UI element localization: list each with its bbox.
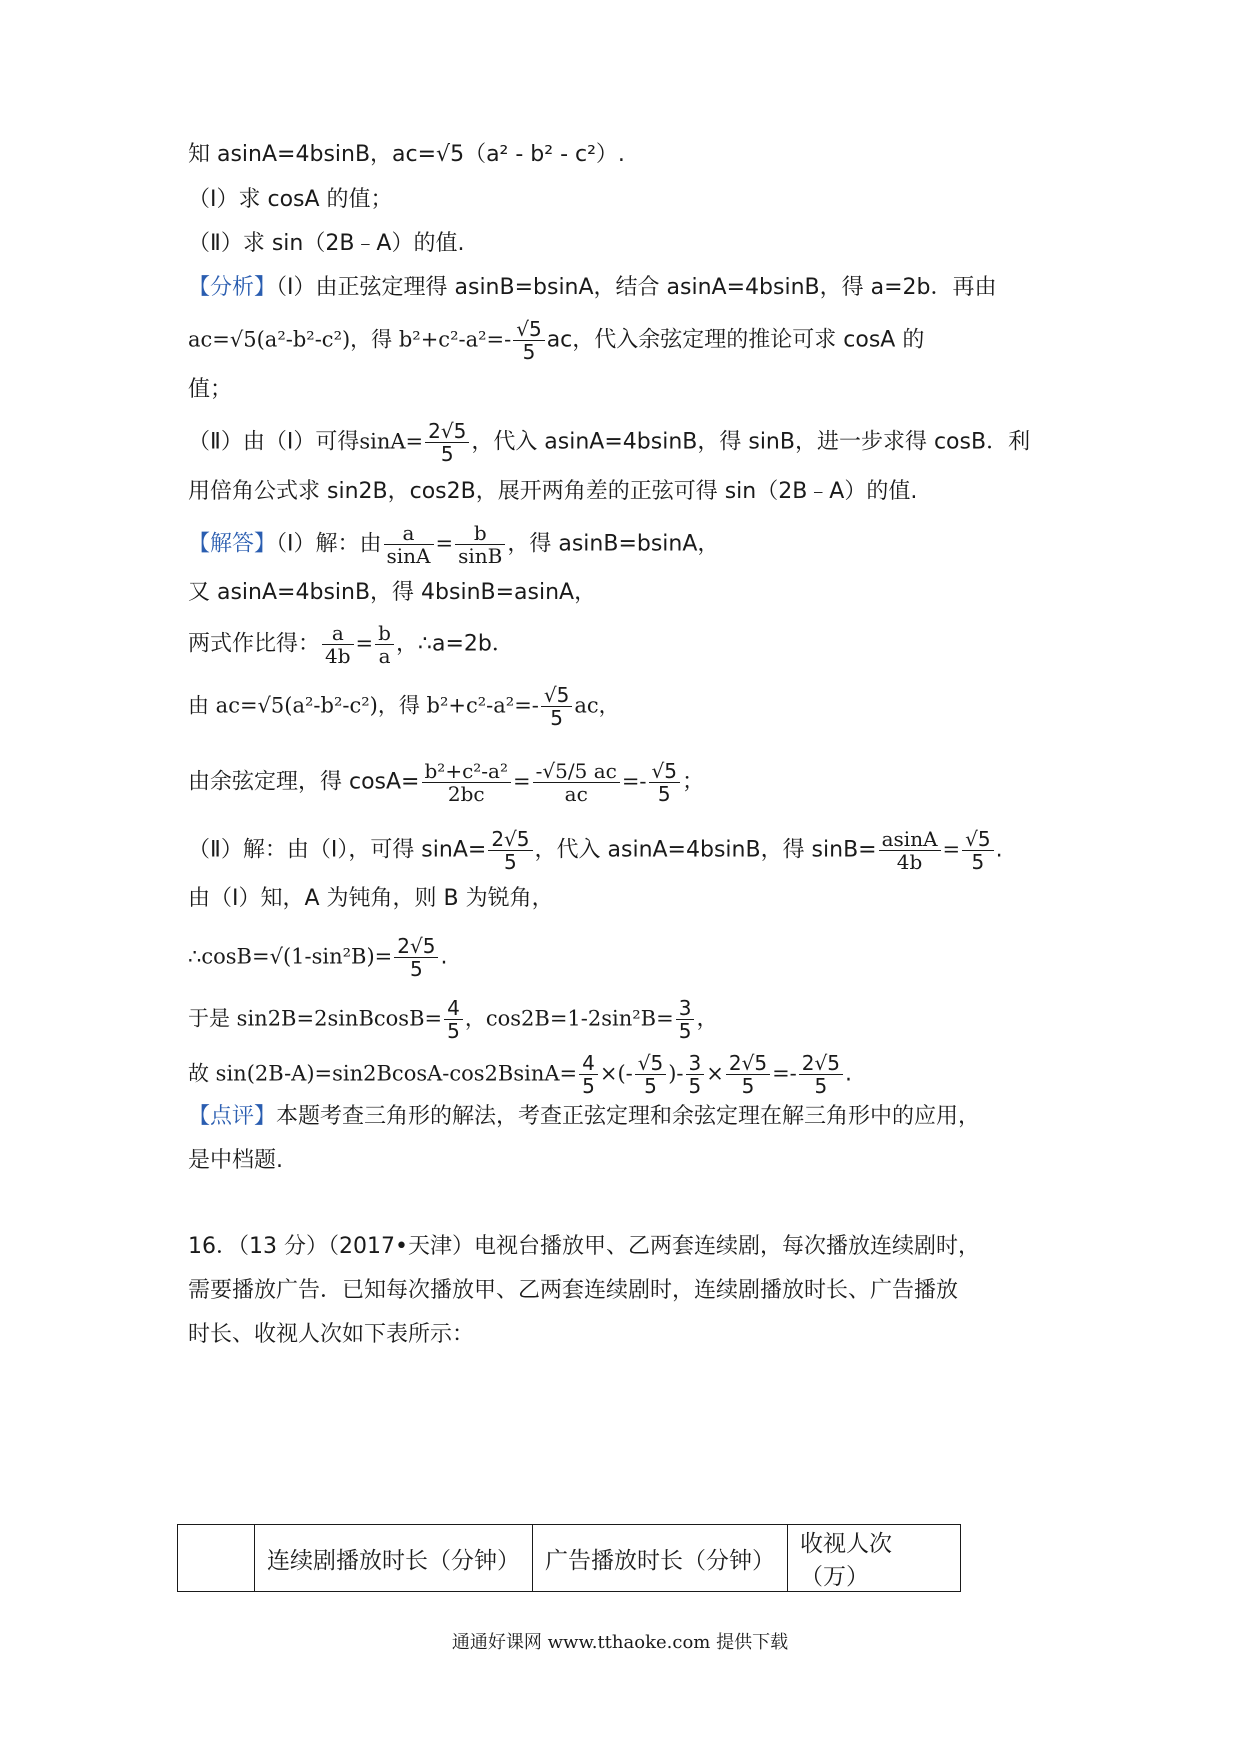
analysis-line-3: 值； [188,377,233,402]
fraction: $\frac{\text{b²+c²-a²}}{2bc}$ [422,760,512,805]
fraction: $\frac{asinA}{4b}$ [879,828,941,873]
table-cell [178,1525,255,1592]
problem-condition: 知 asinA=4bsinB，ac=√5（a² - b² - c²）. [188,142,625,167]
answer-line-7: 由（Ⅰ）知，A 为钝角，则 B 为锐角， [188,886,554,911]
fraction: $\frac{-√5/5 ac}{ac}$ [533,760,620,805]
data-table [177,1524,961,1592]
question-16-line-2: 需要播放广告．已知每次播放甲、乙两套连续剧时，连续剧播放时长、广告播放 [188,1278,959,1303]
table-header-row [178,1525,961,1592]
fraction: $\frac{a}{4b}$ [322,622,354,667]
fraction: $\frac{3}{5}$ [676,997,695,1042]
question-part-1: （Ⅰ）求 cosA 的值； [188,187,393,212]
answer-line-9: 于是 sin2B=2sinBcosB= $\frac{4}{5}$ ，cos2B=1-2sin²B= $\frac{3}{5}$ ， [188,996,719,1043]
footer-text: 通通好课网 www.tthaoke.com 提供下载 [451,1632,789,1653]
fraction: $\frac{2√5}{5}$ [488,828,532,873]
answer-line-2: 又 asinA=4bsinB，得 4bsinB=asinA， [188,580,597,605]
answer-line-4: 由 ac=√5(a²-b²-c²)，得 b²+c²-a²=- $\frac{√5}{5}$ ac， [188,683,620,730]
answer-tag: 【解答】 [188,531,277,557]
answer-line-5: 由余弦定理，得 cosA= $\frac{\text{b²+c²-a²}}{2bc}$ = $\frac{-√5/5 ac}{ac}$ =- $\frac{√5}{5}$ ； [188,759,704,806]
analysis-line-1: 【分析】（Ⅰ）由正弦定理得 asinB=bsinA，结合 asinA=4bsinB，得 a=2b．再由 [188,275,997,300]
fraction: $\frac{√5}{5}$ [649,760,680,805]
answer-line-10: 故 sin(2B-A)=sin2BcosA-cos2BsinA= $\frac{4}{5}$ ×(- $\frac{√5}{5}$ )- $\frac{3}{5}$ × $\frac{2√5}{5}$ =- $\frac{2√5}{5}$ . [188,1051,852,1098]
table-cell: 广告播放时长（分钟） [533,1525,788,1592]
fraction: $\frac{√5}{5}$ [962,828,993,873]
table-cell: 收视人次（万） [788,1525,961,1592]
analysis-line-2: ac=√5(a²-b²-c²)，得 b²+c²-a²=- $\frac{√5}{5}$ ac，代入余弦定理的推论可求 cosA 的 [188,317,925,364]
answer-line-6: （Ⅱ）解：由（Ⅰ），可得 sinA= $\frac{2√5}{5}$ ，代入 asinA=4bsinB，得 sinB= $\frac{asinA}{4b}$ = $\frac{√5}{5}$ . [188,827,1003,874]
fraction: $\frac{2√5}{5}$ [425,420,469,465]
analysis-line-4: （Ⅱ）由（Ⅰ）可得sinA= $\frac{2√5}{5}$ ，代入 asinA=4bsinB，得 sinB，进一步求得 cosB．利 [188,419,1031,466]
answer-line-1: 【解答】（Ⅰ）解：由 $\frac{a}{\sin A}$ = $\frac{b}{\sin B}$ ，得 asinB=bsinA， [188,521,720,568]
fraction: $\frac{2√5}{5}$ [799,1052,843,1097]
fraction: $\frac{√5}{5}$ [635,1052,666,1097]
fraction: $\frac{√5}{5}$ [541,684,572,729]
fraction: $\frac{b}{\sin B}$ [455,522,505,567]
analysis-line-5: 用倍角公式求 sin2B，cos2B，展开两角差的正弦可得 sin（2B﹣A）的值. [188,479,918,504]
review-line-2: 是中档题. [188,1148,283,1173]
fraction: $\frac{a}{\sin A}$ [384,522,434,567]
answer-line-8: ∴cosB=√(1-sin²B)= $\frac{2√5}{5}$ . [188,934,448,981]
fraction: $\frac{2√5}{5}$ [394,935,438,980]
review-tag: 【点评】 [188,1104,277,1129]
answer-line-3: 两式作比得： $\frac{a}{4b}$ = $\frac{b}{a}$ ，∴a=2b． [188,621,514,668]
table-cell: 连续剧播放时长（分钟） [255,1525,533,1592]
analysis-tag: 【分析】 [188,275,277,300]
fraction: $\frac{2√5}{5}$ [726,1052,770,1097]
fraction: $\frac{4}{5}$ [579,1052,598,1097]
fraction: $\frac{4}{5}$ [444,997,463,1042]
question-16-line-1: 16．（13 分）（2017•天津）电视台播放甲、乙两套连续剧，每次播放连续剧时， [188,1234,980,1259]
fraction: $\frac{3}{5}$ [686,1052,705,1097]
fraction: $\frac{b}{a}$ [375,622,394,667]
question-16-line-3: 时长、收视人次如下表所示： [188,1322,475,1347]
question-part-2: （Ⅱ）求 sin（2B﹣A）的值. [188,231,465,256]
fraction: $\frac{√5}{5}$ [513,318,544,363]
review-line-1: 【点评】本题考查三角形的解法，考查正弦定理和余弦定理在解三角形中的应用， [188,1104,981,1129]
